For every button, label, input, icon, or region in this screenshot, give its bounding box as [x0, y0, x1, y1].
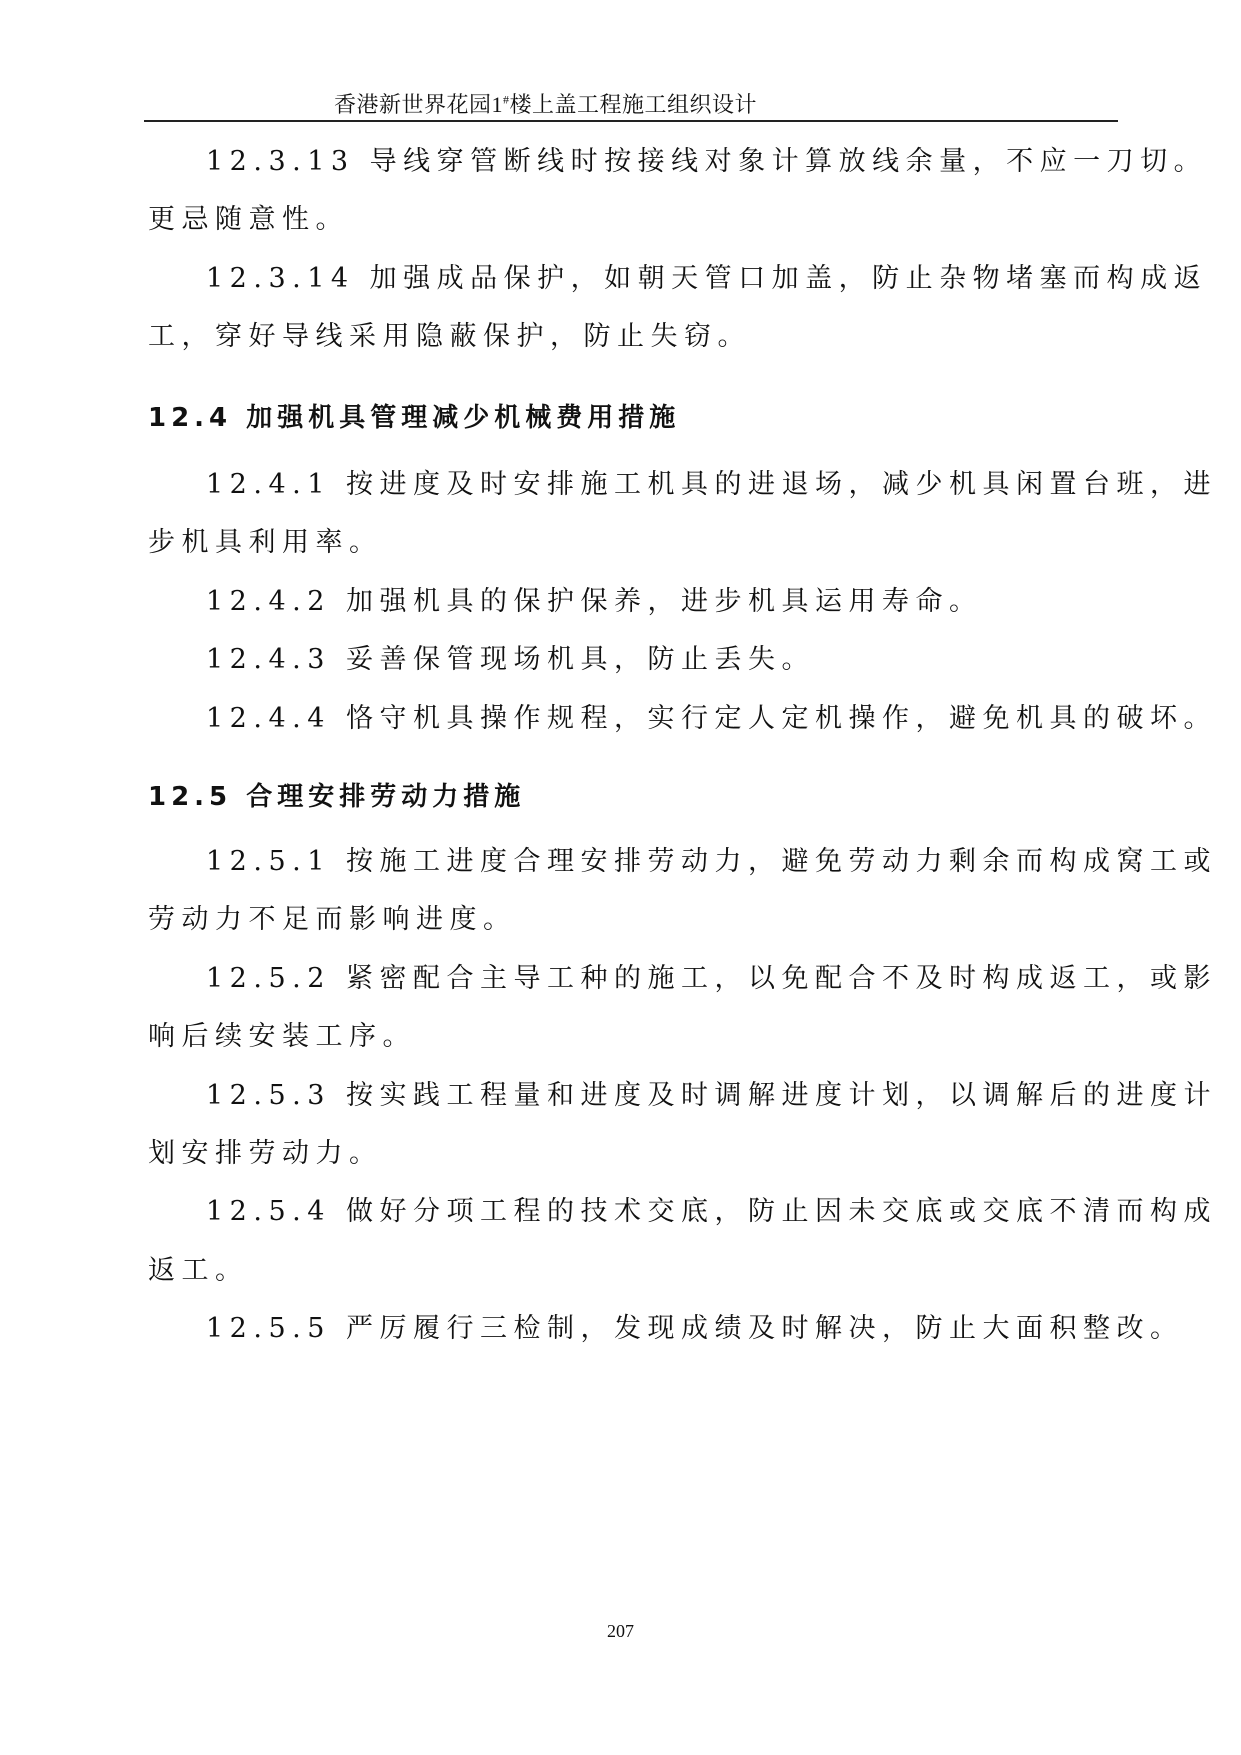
paragraph-line: 12.5.2 紧密配合主导工种的施工，以免配合不及时构成返工，或影: [206, 963, 1217, 994]
paragraph-line: 12.4.2 加强机具的保护保养，进步机具运用寿命。: [206, 586, 983, 617]
paragraph-line: 更忌随意性。: [148, 204, 349, 235]
paragraph-line: 12.5.1 按施工进度合理安排劳动力，避免劳动力剩余而构成窝工或: [206, 846, 1217, 877]
header-title-part: 楼上盖工程施工组织设计: [509, 92, 758, 117]
header-title-part: 香港新世界花园1: [334, 92, 504, 117]
paragraph-line: 12.5.3 按实践工程量和进度及时调解进度计划，以调解后的进度计: [206, 1080, 1217, 1111]
paragraph-line: 12.5.5 严厉履行三检制，发现成绩及时解决，防止大面积整改。: [206, 1313, 1184, 1344]
page-number: 207: [607, 1621, 634, 1641]
paragraph-line: 12.4.1 按进度及时安排施工机具的进退场，减少机具闲置台班，进: [206, 469, 1217, 500]
paragraph-line: 12.3.13 导线穿管断线时按接线对象计算放线余量，不应一刀切。: [206, 146, 1208, 177]
header-title: [334, 88, 757, 119]
paragraph-line: 12.4.4 恪守机具操作规程，实行定人定机操作，避免机具的破坏。: [206, 703, 1217, 734]
paragraph-line: 工，穿好导线采用隐蔽保护，防止失窃。: [148, 321, 751, 352]
paragraph-line: 12.3.14 加强成品保护，如朝天管口加盖，防止杂物堵塞而构成返: [206, 263, 1208, 294]
header-title-sup: #: [503, 92, 510, 107]
paragraph-line: 12.5.4 做好分项工程的技术交底，防止因未交底或交底不清而构成: [206, 1196, 1217, 1227]
paragraph-line: 12.4.3 妥善保管现场机具，防止丢失。: [206, 644, 815, 675]
page-header: [144, 86, 1118, 122]
paragraph-line: 划安排劳动力。: [148, 1138, 383, 1169]
paragraph-line: 响后续安装工序。: [148, 1021, 416, 1052]
section-heading: 12.4 加强机具管理减少机械费用措施: [148, 403, 681, 433]
paragraph-line: 劳动力不足而影响进度。: [148, 904, 517, 935]
paragraph-line: 返工。: [148, 1255, 249, 1286]
section-heading: 12.5 合理安排劳动力措施: [148, 782, 526, 812]
paragraph-line: 步机具利用率。: [148, 527, 383, 558]
